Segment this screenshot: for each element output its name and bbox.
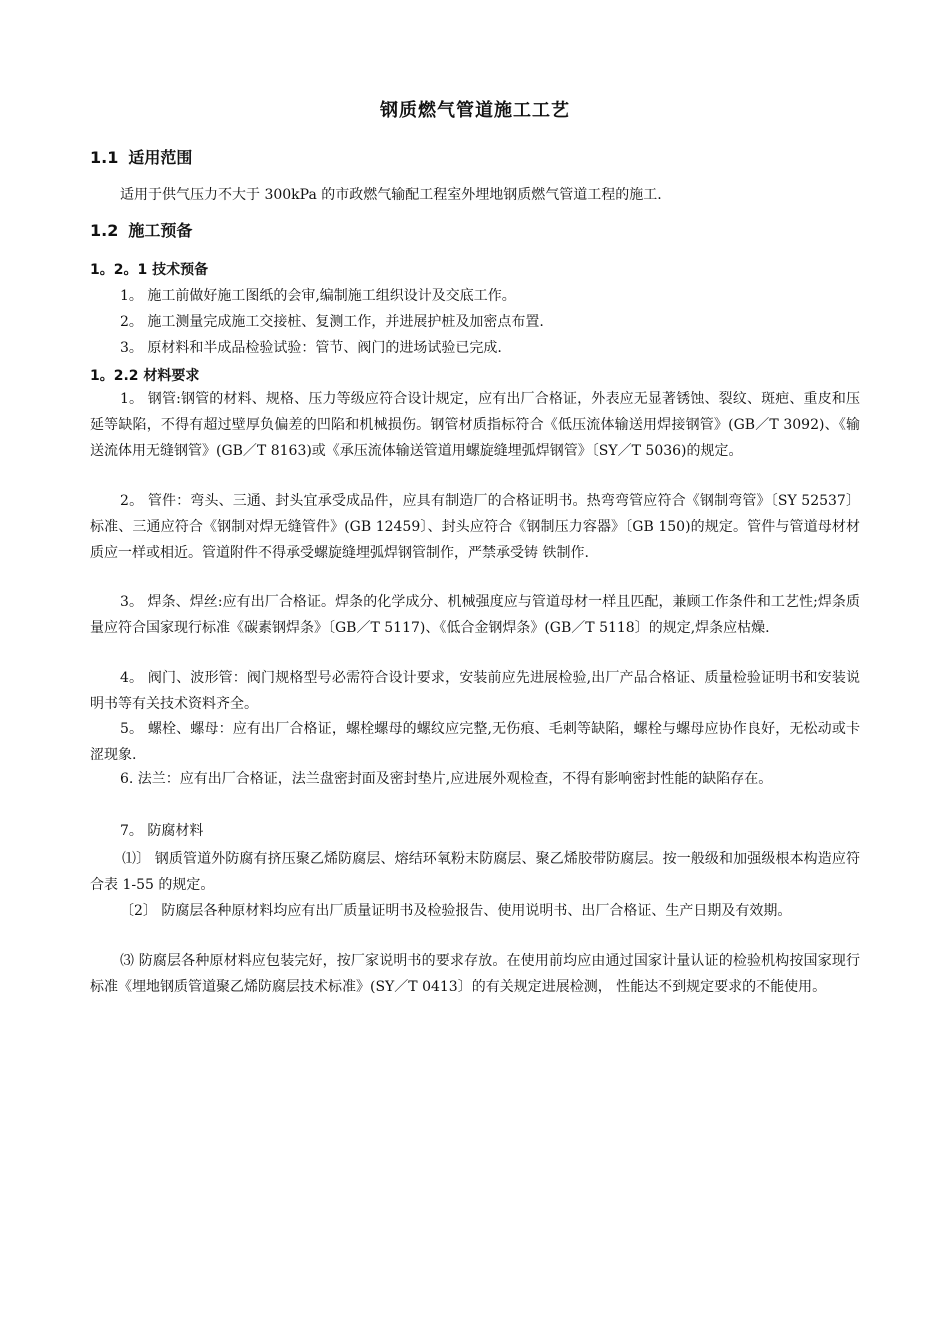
section-title: 施工预备 bbox=[128, 221, 193, 240]
list-item: 7。 防腐材料 bbox=[120, 823, 204, 839]
list-item: 3。 原材料和半成品检验试验：管节、阀门的进场试验已完成. bbox=[120, 340, 502, 356]
list-item: 3。 焊条、焊丝:应有出厂合格证。焊条的化学成分、机械强度应与管道母材一样且匹配，兼顾工作条件和工艺性;焊条质量应符合国家现行标准《碳素钢焊条》〔GB／T 5117)、《低合金钢焊条》(GB／T 5118〕的规定,焊条应枯燥. bbox=[90, 594, 860, 636]
section-title: 适用范围 bbox=[128, 148, 193, 167]
section-1-1-heading bbox=[90, 145, 192, 168]
list-item: 2。 管件：弯头、三通、封头宜承受成品件，应具有制造厂的合格证明书。热弯弯管应符合《钢制弯管》〔SY 52537〕标准、三通应符合《钢制对焊无缝管件》(GB 12459〕、封头应符合《钢制压力容器》〔GB 150)的规定。管件与管道母材材质应一样或相近。管道附件不得承受螺旋缝埋弧焊钢管制作，严禁承受铸 铁制作. bbox=[90, 493, 860, 561]
section-number: 1.2 bbox=[90, 221, 119, 240]
document-title: 钢质燃气管道施工工艺 bbox=[380, 100, 570, 121]
section-number: 1.1 bbox=[90, 148, 119, 167]
subsection-1-2-1-heading: 1。2。1 技术预备 bbox=[90, 262, 209, 278]
list-item: 2。 施工测量完成施工交接桩、复测工作，并进展护桩及加密点布置. bbox=[120, 314, 544, 330]
section-1-1-text: 适用于供气压力不大于 300kPa 的市政燃气输配工程室外埋地钢质燃气管道工程的施工. bbox=[120, 187, 662, 203]
anticorrosion-item: ⑴〕 钢质管道外防腐有挤压聚乙烯防腐层、熔结环氧粉末防腐层、聚乙烯胶带防腐层。按一般级和加强级根本构造应符合表 1-55 的规定。 bbox=[90, 851, 860, 893]
anticorrosion-item: ⑶ 防腐层各种原材料应包装完好，按厂家说明书的要求存放。在使用前均应由通过国家计量认证的检验机构按国家现行标准《埋地钢质管道聚乙烯防腐层技术标准》(SY／T 0413〕的有关规定进展检测， 性能达不到规定要求的不能使用。 bbox=[90, 953, 860, 995]
subsection-1-2-2-heading: 1。2.2 材料要求 bbox=[90, 368, 200, 384]
list-item: 5。 螺栓、螺母：应有出厂合格证，螺栓螺母的螺纹应完整,无伤痕、毛刺等缺陷，螺栓与螺母应协作良好，无松动或卡涩现象. bbox=[90, 721, 860, 763]
list-item: 1。 施工前做好施工图纸的会审,编制施工组织设计及交底工作。 bbox=[120, 288, 516, 304]
list-item: 1。 钢管:钢管的材料、规格、压力等级应符合设计规定，应有出厂合格证，外表应无显著锈蚀、裂纹、斑疤、重皮和压延等缺陷，不得有超过壁厚负偏差的凹陷和机械损伤。钢管材质指标符合《低压流体输送用焊接钢管》(GB／T 3092)、《输送流体用无缝钢管》(GB／T 8163)或《承压流体输送管道用螺旋缝埋弧焊钢管》〔SY／T 5036)的规定。 bbox=[90, 391, 860, 459]
list-item: 6. 法兰：应有出厂合格证，法兰盘密封面及密封垫片,应进展外观检查，不得有影响密封性能的缺陷存在。 bbox=[120, 771, 773, 787]
section-1-2-heading bbox=[90, 218, 192, 241]
list-item: 4。 阀门、波形管：阀门规格型号必需符合设计要求，安装前应先进展检验,出厂产品合格证、质量检验证明书和安装说明书等有关技术资料齐全。 bbox=[90, 670, 860, 712]
anticorrosion-item: 〔2〕 防腐层各种原材料均应有出厂质量证明书及检验报告、使用说明书、出厂合格证、生产日期及有效期。 bbox=[120, 903, 792, 919]
